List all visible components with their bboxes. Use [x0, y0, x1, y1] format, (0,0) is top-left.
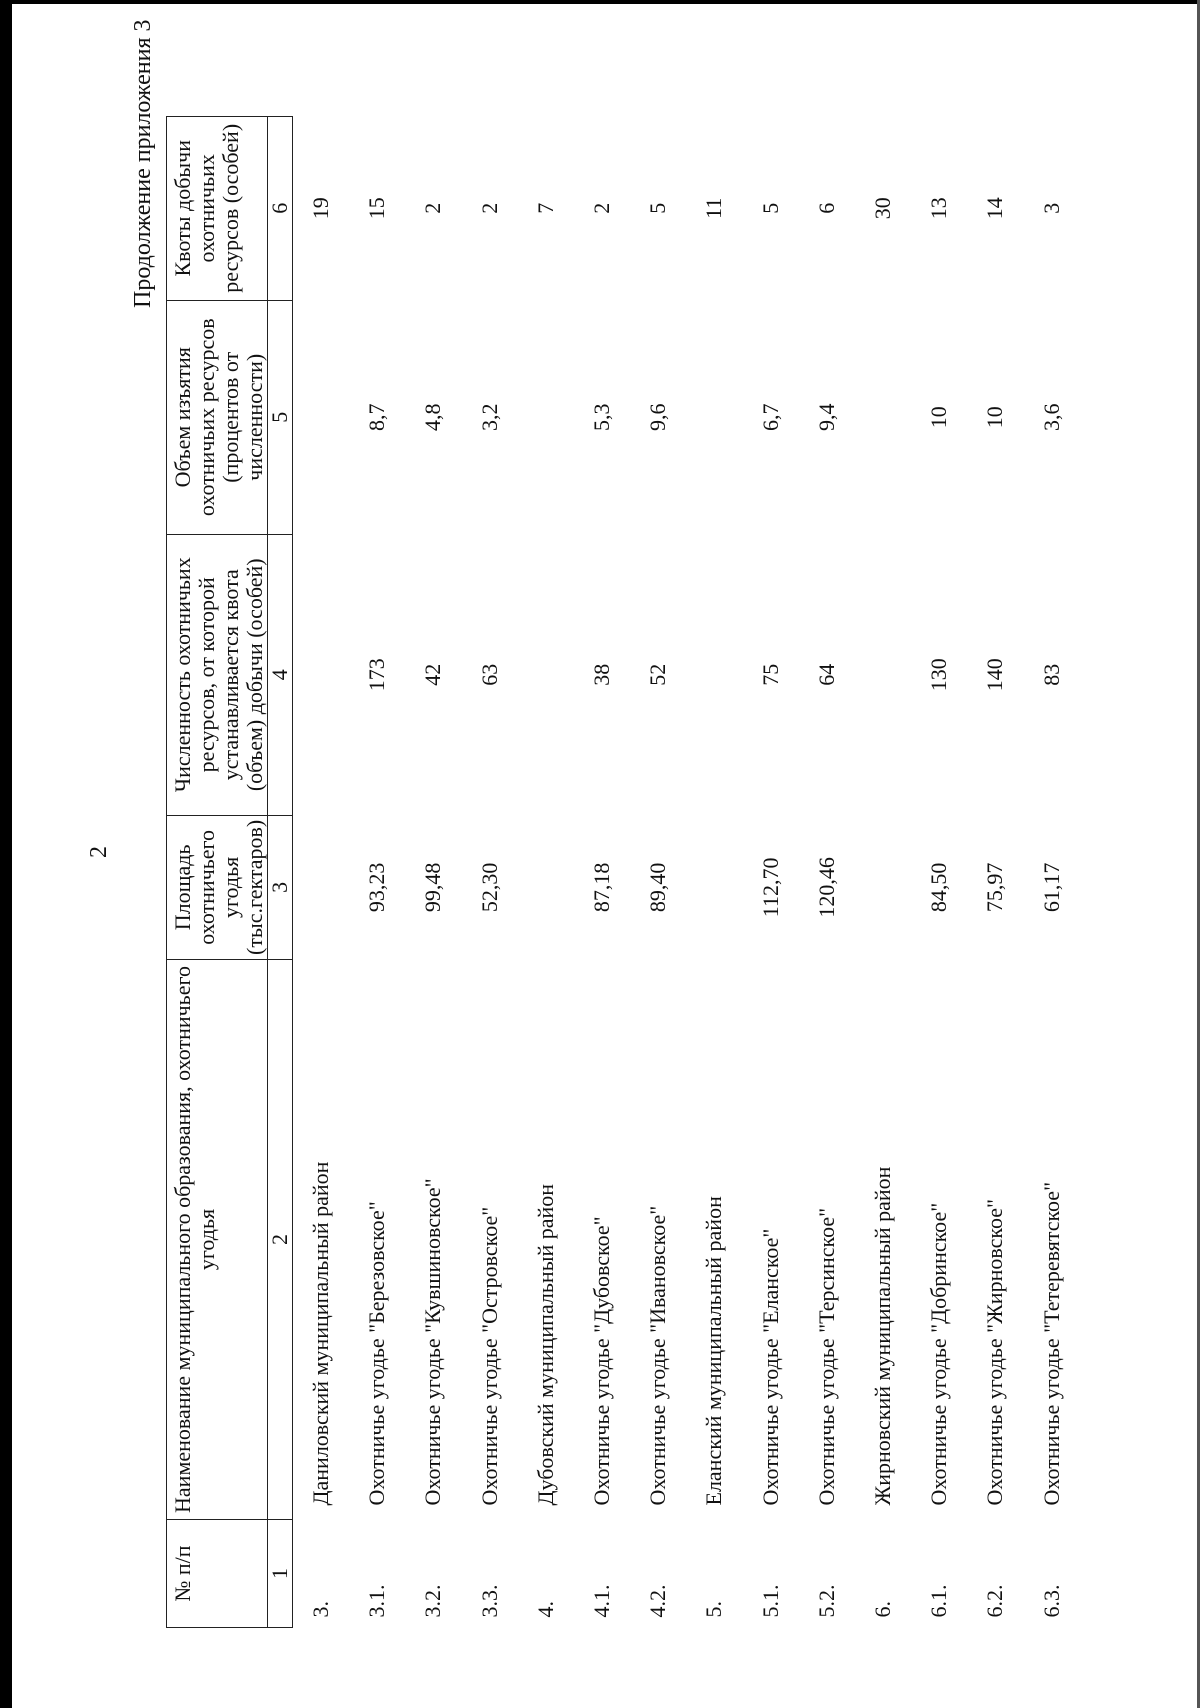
- table-cell-volume: 10: [926, 406, 952, 429]
- table-cell-volume: 4,8: [420, 403, 446, 431]
- table-row: [743, 116, 799, 1627]
- table-cell-count: [855, 534, 911, 815]
- table-row: [1023, 116, 1079, 1627]
- table-cell-num: 4.1.: [589, 1584, 615, 1618]
- column-number: 1: [268, 1520, 293, 1628]
- table-cell-area: 89,40: [645, 862, 671, 913]
- table-cell-name: Охотничье угодье "Ивановское": [645, 1205, 671, 1506]
- table-cell-area: 99,48: [420, 862, 446, 913]
- table-cell-name: Дубовский муниципальный район: [532, 1183, 558, 1506]
- column-number-row: [268, 116, 293, 1627]
- table-cell-name: Охотничье угодье "Березовское": [364, 1201, 390, 1506]
- table-row: [630, 116, 686, 1627]
- table-cell-name: Охотничье угодье "Дубовское": [589, 1216, 615, 1506]
- table-cell-count: [518, 534, 574, 815]
- header-row: [167, 116, 268, 1627]
- table-body: [293, 116, 1080, 1627]
- table-cell-volume: 3,6: [1038, 403, 1064, 431]
- table-cell-num: 3.2.: [420, 1584, 446, 1618]
- table-cell-name: Охотничье угодье "Тетеревятское": [1038, 1181, 1064, 1506]
- table-cell-name: Охотничье угодье "Терсинское": [813, 1207, 839, 1506]
- table-cell-num: 3.1.: [364, 1584, 390, 1618]
- table-cell-area: 75,97: [982, 862, 1008, 913]
- table-cell-name: Охотничье угодье "Островское": [476, 1206, 502, 1506]
- header-cell: № п/п: [167, 1520, 268, 1628]
- table-cell-num: 6.: [869, 1601, 895, 1618]
- table-cell-quota: 15: [364, 197, 390, 220]
- table-row: [462, 116, 518, 1627]
- table-row: [686, 116, 742, 1627]
- table-cell-area: [518, 815, 574, 959]
- table-cell-area: [855, 815, 911, 959]
- quota-table: [166, 116, 1080, 1628]
- table-cell-num: 6.2.: [982, 1584, 1008, 1618]
- table-cell-quota: 3: [1038, 202, 1064, 214]
- table-row: [349, 116, 405, 1627]
- table-row: [405, 116, 461, 1627]
- table-cell-count: 75: [757, 663, 783, 686]
- table-cell-count: 83: [1038, 663, 1064, 686]
- table-cell-area: 120,46: [813, 857, 839, 918]
- table-cell-quota: 11: [701, 197, 727, 219]
- header-cell: Квоты добычи охотничьих ресурсов (особей): [167, 116, 268, 300]
- table-cell-area: 61,17: [1038, 862, 1064, 913]
- table-cell-name: Охотничье угодье "Еланское": [757, 1228, 783, 1506]
- table-cell-quota: 2: [420, 202, 446, 214]
- table-cell-count: 173: [364, 658, 390, 692]
- table-cell-area: [293, 815, 350, 959]
- table-cell-count: 63: [476, 663, 502, 686]
- table-cell-num: 3.: [308, 1601, 334, 1618]
- table-cell-quota: 5: [645, 202, 671, 214]
- table-cell-volume: 10: [982, 406, 1008, 429]
- table-cell-name: Охотничье угодье "Кувшиновское": [420, 1178, 446, 1506]
- table-row: [855, 116, 911, 1627]
- table-cell-quota: 6: [813, 202, 839, 214]
- table-cell-count: 42: [420, 663, 446, 686]
- table-cell-volume: [293, 300, 350, 534]
- table-cell-volume: 8,7: [364, 403, 390, 431]
- table-cell-volume: [855, 300, 911, 534]
- table-cell-num: 3.3.: [476, 1584, 502, 1618]
- table-cell-volume: 9,4: [813, 403, 839, 431]
- column-number: 2: [268, 960, 293, 1520]
- table-cell-quota: 14: [982, 197, 1008, 220]
- table-cell-num: 6.1.: [926, 1584, 952, 1618]
- table-cell-name: Даниловский муниципальный район: [308, 1161, 334, 1506]
- table-cell-name: Охотничье угодье "Жирновское": [982, 1199, 1008, 1506]
- table-cell-area: 52,30: [476, 862, 502, 913]
- table-cell-volume: 5,3: [589, 403, 615, 431]
- table-cell-quota: 2: [589, 202, 615, 214]
- table-row: [574, 116, 630, 1627]
- table-cell-quota: 7: [532, 202, 558, 214]
- table-cell-name: Жирновский муниципальный район: [869, 1166, 895, 1506]
- column-number: 6: [268, 116, 293, 300]
- table-cell-count: 38: [589, 663, 615, 686]
- table-cell-count: 52: [645, 663, 671, 686]
- table-cell-name: Охотничье угодье "Добринское": [926, 1202, 952, 1506]
- table-cell-name: Еланский муниципальный район: [701, 1196, 727, 1506]
- table-cell-volume: 6,7: [757, 403, 783, 431]
- table-cell-area: 87,18: [589, 862, 615, 913]
- table-cell-volume: [518, 300, 574, 534]
- column-number: 4: [268, 534, 293, 815]
- table-cell-num: 4.: [532, 1601, 558, 1618]
- table-row: [799, 116, 855, 1627]
- continuation-label: Продолжение приложения 3: [130, 19, 156, 308]
- table-cell-quota: 13: [926, 197, 952, 220]
- header-cell: Численность охотничьих ресурсов, от которой устанавливается квота (объем) добычи (особей): [167, 534, 268, 815]
- table-cell-quota: 19: [308, 197, 334, 220]
- table-cell-area: 84,50: [926, 862, 952, 913]
- table-cell-area: 93,23: [364, 862, 390, 913]
- table-cell-quota: 30: [869, 197, 895, 220]
- table-cell-count: [293, 534, 350, 815]
- header-cell: Объем изъятия охотничьих ресурсов (процентов от численности): [167, 300, 268, 534]
- table-cell-volume: 9,6: [645, 403, 671, 431]
- table-cell-num: 6.3.: [1038, 1584, 1064, 1618]
- table-cell-volume: [686, 300, 742, 534]
- header-cell: Площадь охотничьего угодья (тыс.гектаров): [167, 815, 268, 959]
- table-row: [518, 116, 574, 1627]
- table-cell-count: 130: [926, 658, 952, 692]
- table-cell-num: 5.: [701, 1601, 727, 1618]
- column-number: 3: [268, 815, 293, 959]
- header-cell: Наименование муниципального образования, охотничьего угодья: [167, 960, 268, 1520]
- table-cell-volume: 3,2: [476, 403, 502, 431]
- table-row: [293, 116, 350, 1627]
- column-number: 5: [268, 300, 293, 534]
- table-cell-num: 4.2.: [645, 1584, 671, 1618]
- table-cell-count: [686, 534, 742, 815]
- table-cell-quota: 5: [757, 202, 783, 214]
- table-cell-quota: 2: [476, 202, 502, 214]
- table-cell-num: 5.2.: [813, 1584, 839, 1618]
- table-cell-count: 64: [813, 663, 839, 686]
- table-row: [911, 116, 967, 1627]
- table-row: [967, 116, 1023, 1627]
- table-cell-num: 5.1.: [757, 1584, 783, 1618]
- table-cell-count: 140: [982, 658, 1008, 692]
- page-number: 2: [86, 846, 112, 858]
- table-cell-area: [686, 815, 742, 959]
- table-cell-area: 112,70: [757, 857, 783, 918]
